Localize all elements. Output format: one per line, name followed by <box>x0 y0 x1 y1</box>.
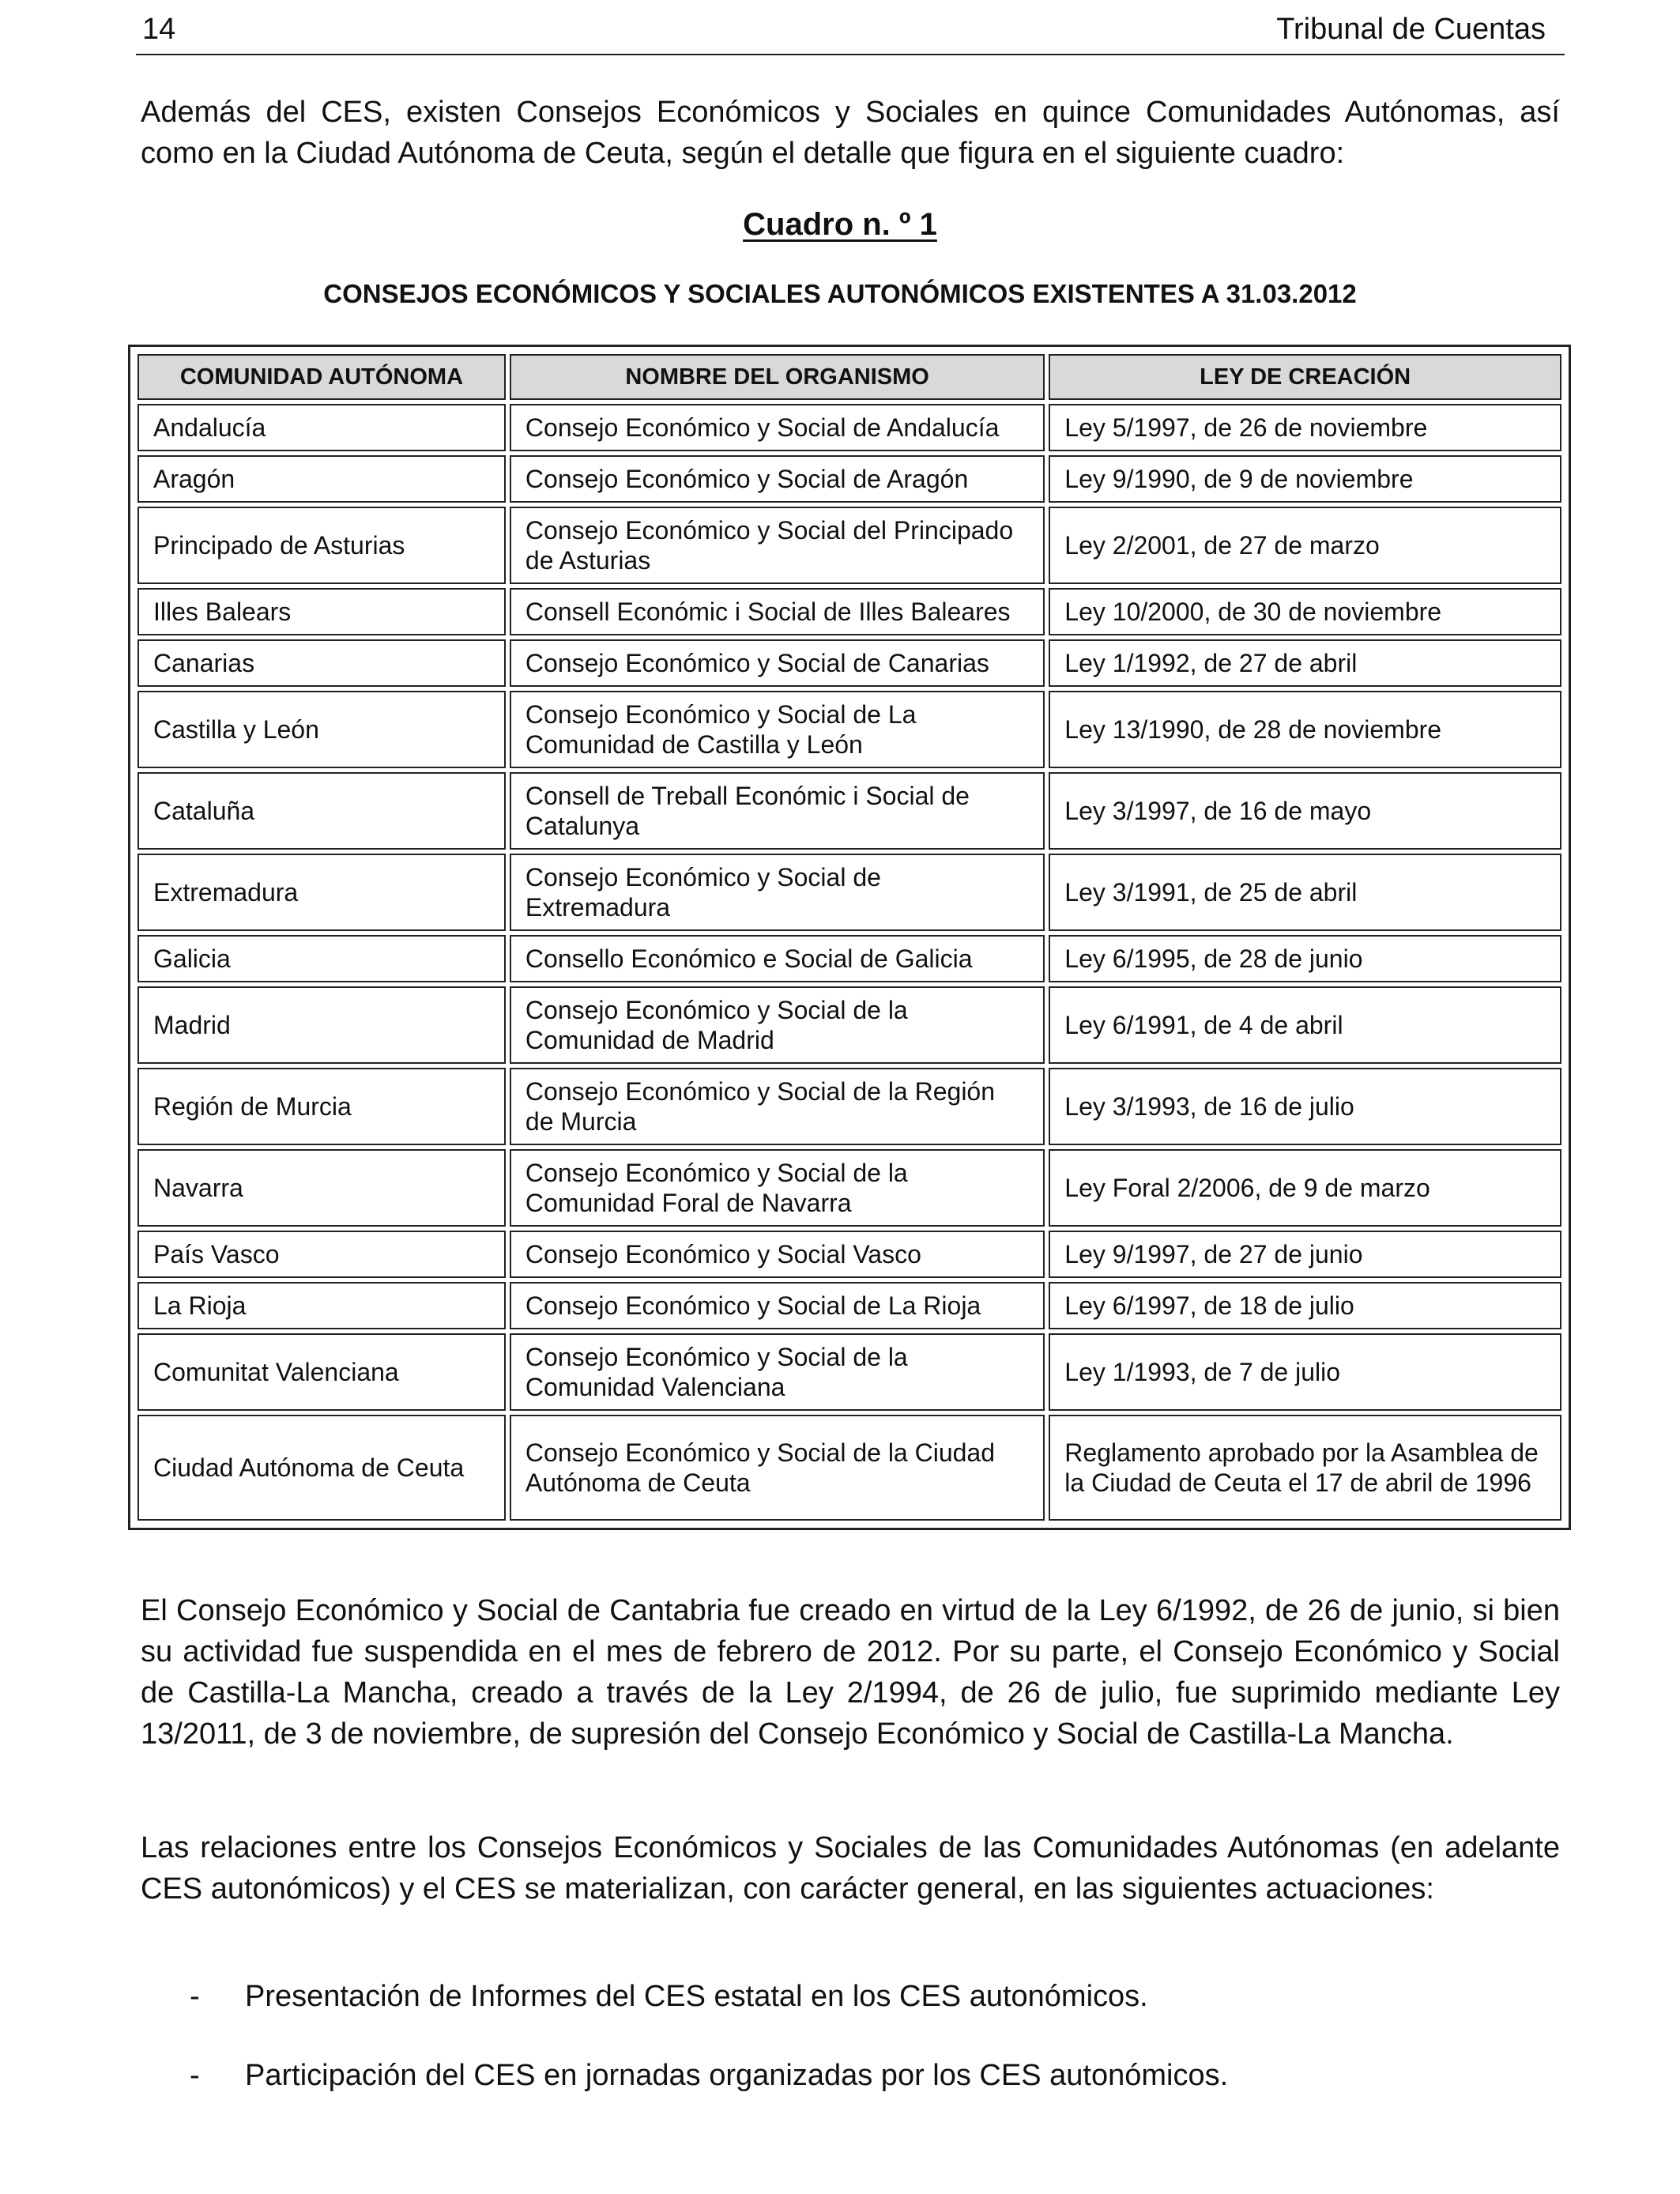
table-cell-organism: Consejo Económico y Social de la Comunidad Foral de Navarra <box>510 1149 1045 1227</box>
table-row <box>137 1282 1561 1329</box>
table-row <box>137 1149 1561 1227</box>
table-cell-organism: Consejo Económico y Social de la Región de Murcia <box>510 1068 1045 1145</box>
table-cell-community: La Rioja <box>137 1282 506 1329</box>
table-cell-organism: Consejo Económico y Social de la Ciudad Autónoma de Ceuta <box>510 1415 1045 1521</box>
table-row <box>137 404 1561 451</box>
table-cell-law: Ley 6/1997, de 18 de julio <box>1049 1282 1561 1329</box>
header-organization: Tribunal de Cuentas <box>1276 13 1546 46</box>
table-cell-community: Principado de Asturias <box>137 507 506 584</box>
table-row <box>137 455 1561 503</box>
table-cell-law: Ley Foral 2/2006, de 9 de marzo <box>1049 1149 1561 1227</box>
page-number: 14 <box>142 13 176 46</box>
list-marker: - <box>190 2059 200 2092</box>
table-cell-law: Ley 9/1997, de 27 de junio <box>1049 1231 1561 1278</box>
table-cell-law: Reglamento aprobado por la Asamblea de la Ciudad de Ceuta el 17 de abril de 1996 <box>1049 1415 1561 1521</box>
table-cell-organism: Consejo Económico y Social de la Comunidad de Madrid <box>510 986 1045 1064</box>
table-cell-organism: Consejo Económico y Social de La Rioja <box>510 1282 1045 1329</box>
list-item-text: Presentación de Informes del CES estatal en los CES autonómicos. <box>245 1980 1148 2013</box>
table-cell-law: Ley 6/1995, de 28 de junio <box>1049 935 1561 982</box>
table-cell-organism: Consejo Económico y Social de Canarias <box>510 639 1045 687</box>
table-row <box>137 935 1561 982</box>
table-cell-community: Andalucía <box>137 404 506 451</box>
cuadro-number: Cuadro n. º 1 <box>743 207 937 242</box>
table-row <box>137 588 1561 635</box>
table-cell-community: Extremadura <box>137 854 506 931</box>
table-cell-community: Galicia <box>137 935 506 982</box>
table-cell-community: País Vasco <box>137 1231 506 1278</box>
table-cell-organism: Consejo Económico y Social de La Comunidad de Castilla y León <box>510 691 1045 768</box>
table-cell-law: Ley 9/1990, de 9 de noviembre <box>1049 455 1561 503</box>
table-cell-organism: Consell de Treball Económic i Social de Catalunya <box>510 772 1045 850</box>
table-cell-organism: Consejo Económico y Social de Aragón <box>510 455 1045 503</box>
table-cell-community: Castilla y León <box>137 691 506 768</box>
table-cell-community: Comunitat Valenciana <box>137 1333 506 1411</box>
list-marker: - <box>190 1980 200 2013</box>
column-header: LEY DE CREACIÓN <box>1049 354 1561 400</box>
table-cell-law: Ley 1/1993, de 7 de julio <box>1049 1333 1561 1411</box>
table-caption-title <box>0 202 1680 247</box>
table-cell-organism: Consello Económico e Social de Galicia <box>510 935 1045 982</box>
table-cell-community: Illes Balears <box>137 588 506 635</box>
table-header-row <box>137 354 1561 400</box>
list-item-text: Participación del CES en jornadas organizadas por los CES autonómicos. <box>245 2059 1229 2092</box>
table-cell-community: Canarias <box>137 639 506 687</box>
column-header: COMUNIDAD AUTÓNOMA <box>137 354 506 400</box>
table-row <box>137 507 1561 584</box>
table-row <box>137 1333 1561 1411</box>
table-cell-organism: Consejo Económico y Social del Principado de Asturias <box>510 507 1045 584</box>
table-cell-organism: Consejo Económico y Social de la Comunidad Valenciana <box>510 1333 1045 1411</box>
table-row <box>137 1068 1561 1145</box>
table-row <box>137 854 1561 931</box>
table-cell-organism: Consell Económic i Social de Illes Baleares <box>510 588 1045 635</box>
table-cell-law: Ley 3/1993, de 16 de julio <box>1049 1068 1561 1145</box>
table-cell-organism: Consejo Económico y Social de Extremadura <box>510 854 1045 931</box>
table-cell-organism: Consejo Económico y Social Vasco <box>510 1231 1045 1278</box>
table-cell-law: Ley 6/1991, de 4 de abril <box>1049 986 1561 1064</box>
body-paragraph: El Consejo Económico y Social de Cantabria fue creado en virtud de la Ley 6/1992, de 26 de junio, si bien su actividad fue suspendida en el mes de febrero de 2012. Por su parte, el Consejo Económico y Social de Castilla-La Mancha, creado a través de la Ley 2/1994, de 26 de julio, fue suprimido mediante Ley 13/2011, de 3 de noviembre, de supresión del Consejo Económico y Social de Castilla-La Mancha. <box>141 1594 1560 1751</box>
table-cell-community: Madrid <box>137 986 506 1064</box>
table-cell-law: Ley 1/1992, de 27 de abril <box>1049 639 1561 687</box>
councils-table-frame <box>128 345 1571 1530</box>
table-row <box>137 1231 1561 1278</box>
table-cell-law: Ley 5/1997, de 26 de noviembre <box>1049 404 1561 451</box>
page-header <box>136 6 1565 55</box>
table-cell-community: Región de Murcia <box>137 1068 506 1145</box>
table-cell-law: Ley 10/2000, de 30 de noviembre <box>1049 588 1561 635</box>
column-header: NOMBRE DEL ORGANISMO <box>510 354 1045 400</box>
table-caption-subtitle: CONSEJOS ECONÓMICOS Y SOCIALES AUTONÓMICOS EXISTENTES A 31.03.2012 <box>323 279 1357 308</box>
councils-table <box>134 350 1565 1525</box>
table-cell-community: Navarra <box>137 1149 506 1227</box>
table-row <box>137 691 1561 768</box>
intro-paragraph: Además del CES, existen Consejos Económicos y Sociales en quince Comunidades Autónomas, así como en la Ciudad Autónoma de Ceuta, según el detalle que figura en el siguiente cuadro: <box>141 96 1560 170</box>
table-cell-law: Ley 3/1997, de 16 de mayo <box>1049 772 1561 850</box>
table-row <box>137 986 1561 1064</box>
table-cell-organism: Consejo Económico y Social de Andalucía <box>510 404 1045 451</box>
table-cell-community: Cataluña <box>137 772 506 850</box>
table-cell-law: Ley 13/1990, de 28 de noviembre <box>1049 691 1561 768</box>
table-row <box>137 1415 1561 1521</box>
table-cell-law: Ley 2/2001, de 27 de marzo <box>1049 507 1561 584</box>
table-cell-community: Aragón <box>137 455 506 503</box>
body-paragraph: Las relaciones entre los Consejos Económicos y Sociales de las Comunidades Autónomas (en adelante CES autonómicos) y el CES se materializan, con carácter general, en las siguientes actuaciones: <box>141 1831 1560 1906</box>
table-row <box>137 772 1561 850</box>
table-cell-law: Ley 3/1991, de 25 de abril <box>1049 854 1561 931</box>
table-cell-community: Ciudad Autónoma de Ceuta <box>137 1415 506 1521</box>
table-row <box>137 639 1561 687</box>
